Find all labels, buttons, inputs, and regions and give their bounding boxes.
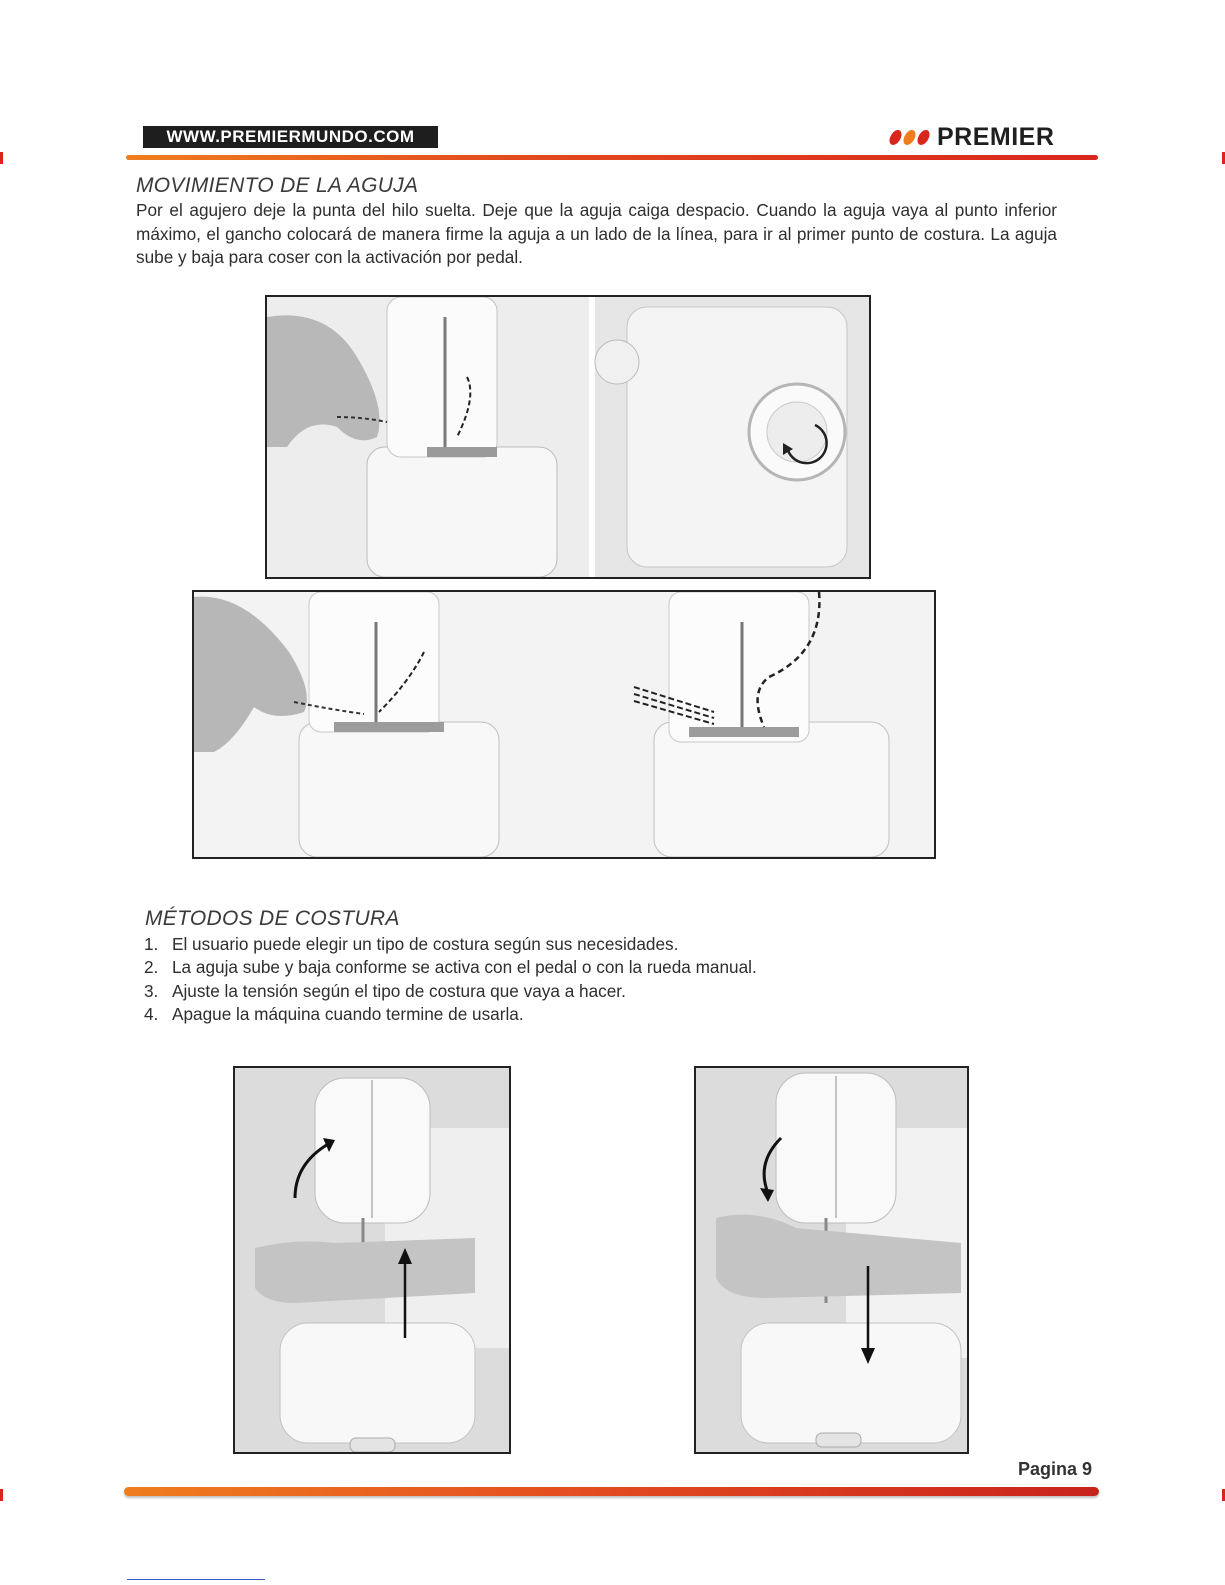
step-text: La aguja sube y baja conforme se activa con el pedal o con la rueda manual. bbox=[172, 957, 757, 978]
figure-needle-down-illustration bbox=[696, 1068, 967, 1452]
list-item bbox=[144, 980, 944, 1003]
header-divider bbox=[126, 155, 1098, 160]
figure-needle-up-illustration bbox=[235, 1068, 509, 1452]
margin-mark bbox=[0, 152, 3, 164]
figure-thread-pull bbox=[192, 590, 936, 859]
footer-link-line bbox=[127, 1579, 265, 1580]
figure-thread-pull-illustration bbox=[194, 592, 934, 857]
margin-mark bbox=[0, 1489, 3, 1501]
list-item bbox=[144, 933, 944, 956]
logo-dot-icon bbox=[902, 130, 918, 145]
brand-name: PREMIER bbox=[937, 122, 1055, 151]
section-title-needle-movement: MOVIMIENTO DE LA AGUJA bbox=[136, 174, 419, 197]
footer-divider bbox=[124, 1487, 1099, 1496]
figure-needle-threading-illustration bbox=[267, 297, 869, 577]
step-number: 1. bbox=[144, 934, 159, 954]
brand-logo bbox=[890, 123, 1054, 151]
step-text: Apague la máquina cuando termine de usarla. bbox=[172, 1003, 524, 1024]
figure-needle-down bbox=[694, 1066, 969, 1454]
step-text: Ajuste la tensión según el tipo de costura que vaya a hacer. bbox=[172, 980, 626, 1001]
sewing-steps-list bbox=[144, 933, 944, 1026]
figure-needle-up bbox=[233, 1066, 511, 1454]
step-text: El usuario puede elegir un tipo de costura según sus necesidades. bbox=[172, 934, 679, 954]
website-url[interactable]: WWW.PREMIERMUNDO.COM bbox=[143, 126, 438, 148]
list-item bbox=[144, 1003, 944, 1026]
step-number: 3. bbox=[144, 980, 159, 1001]
step-number: 2. bbox=[144, 957, 159, 978]
logo-dot-icon bbox=[916, 130, 932, 145]
list-item bbox=[144, 956, 944, 979]
section-body-needle-movement: Por el agujero deje la punta del hilo suelta. Deje que la aguja caiga despacio. Cuando la aguja vaya al punto inferior máximo, el gancho colocará de manera firme la aguja a un lado de la línea, para ir al primer punto de costura. La aguja sube y baja para coser con la activación por pedal. bbox=[136, 200, 1057, 267]
section-title-sewing-methods: MÉTODOS DE COSTURA bbox=[145, 907, 400, 930]
logo-dot-icon bbox=[888, 130, 904, 145]
step-number: 4. bbox=[144, 1003, 159, 1024]
figure-needle-threading bbox=[265, 295, 871, 579]
page-number: Pagina 9 bbox=[1017, 1459, 1092, 1479]
